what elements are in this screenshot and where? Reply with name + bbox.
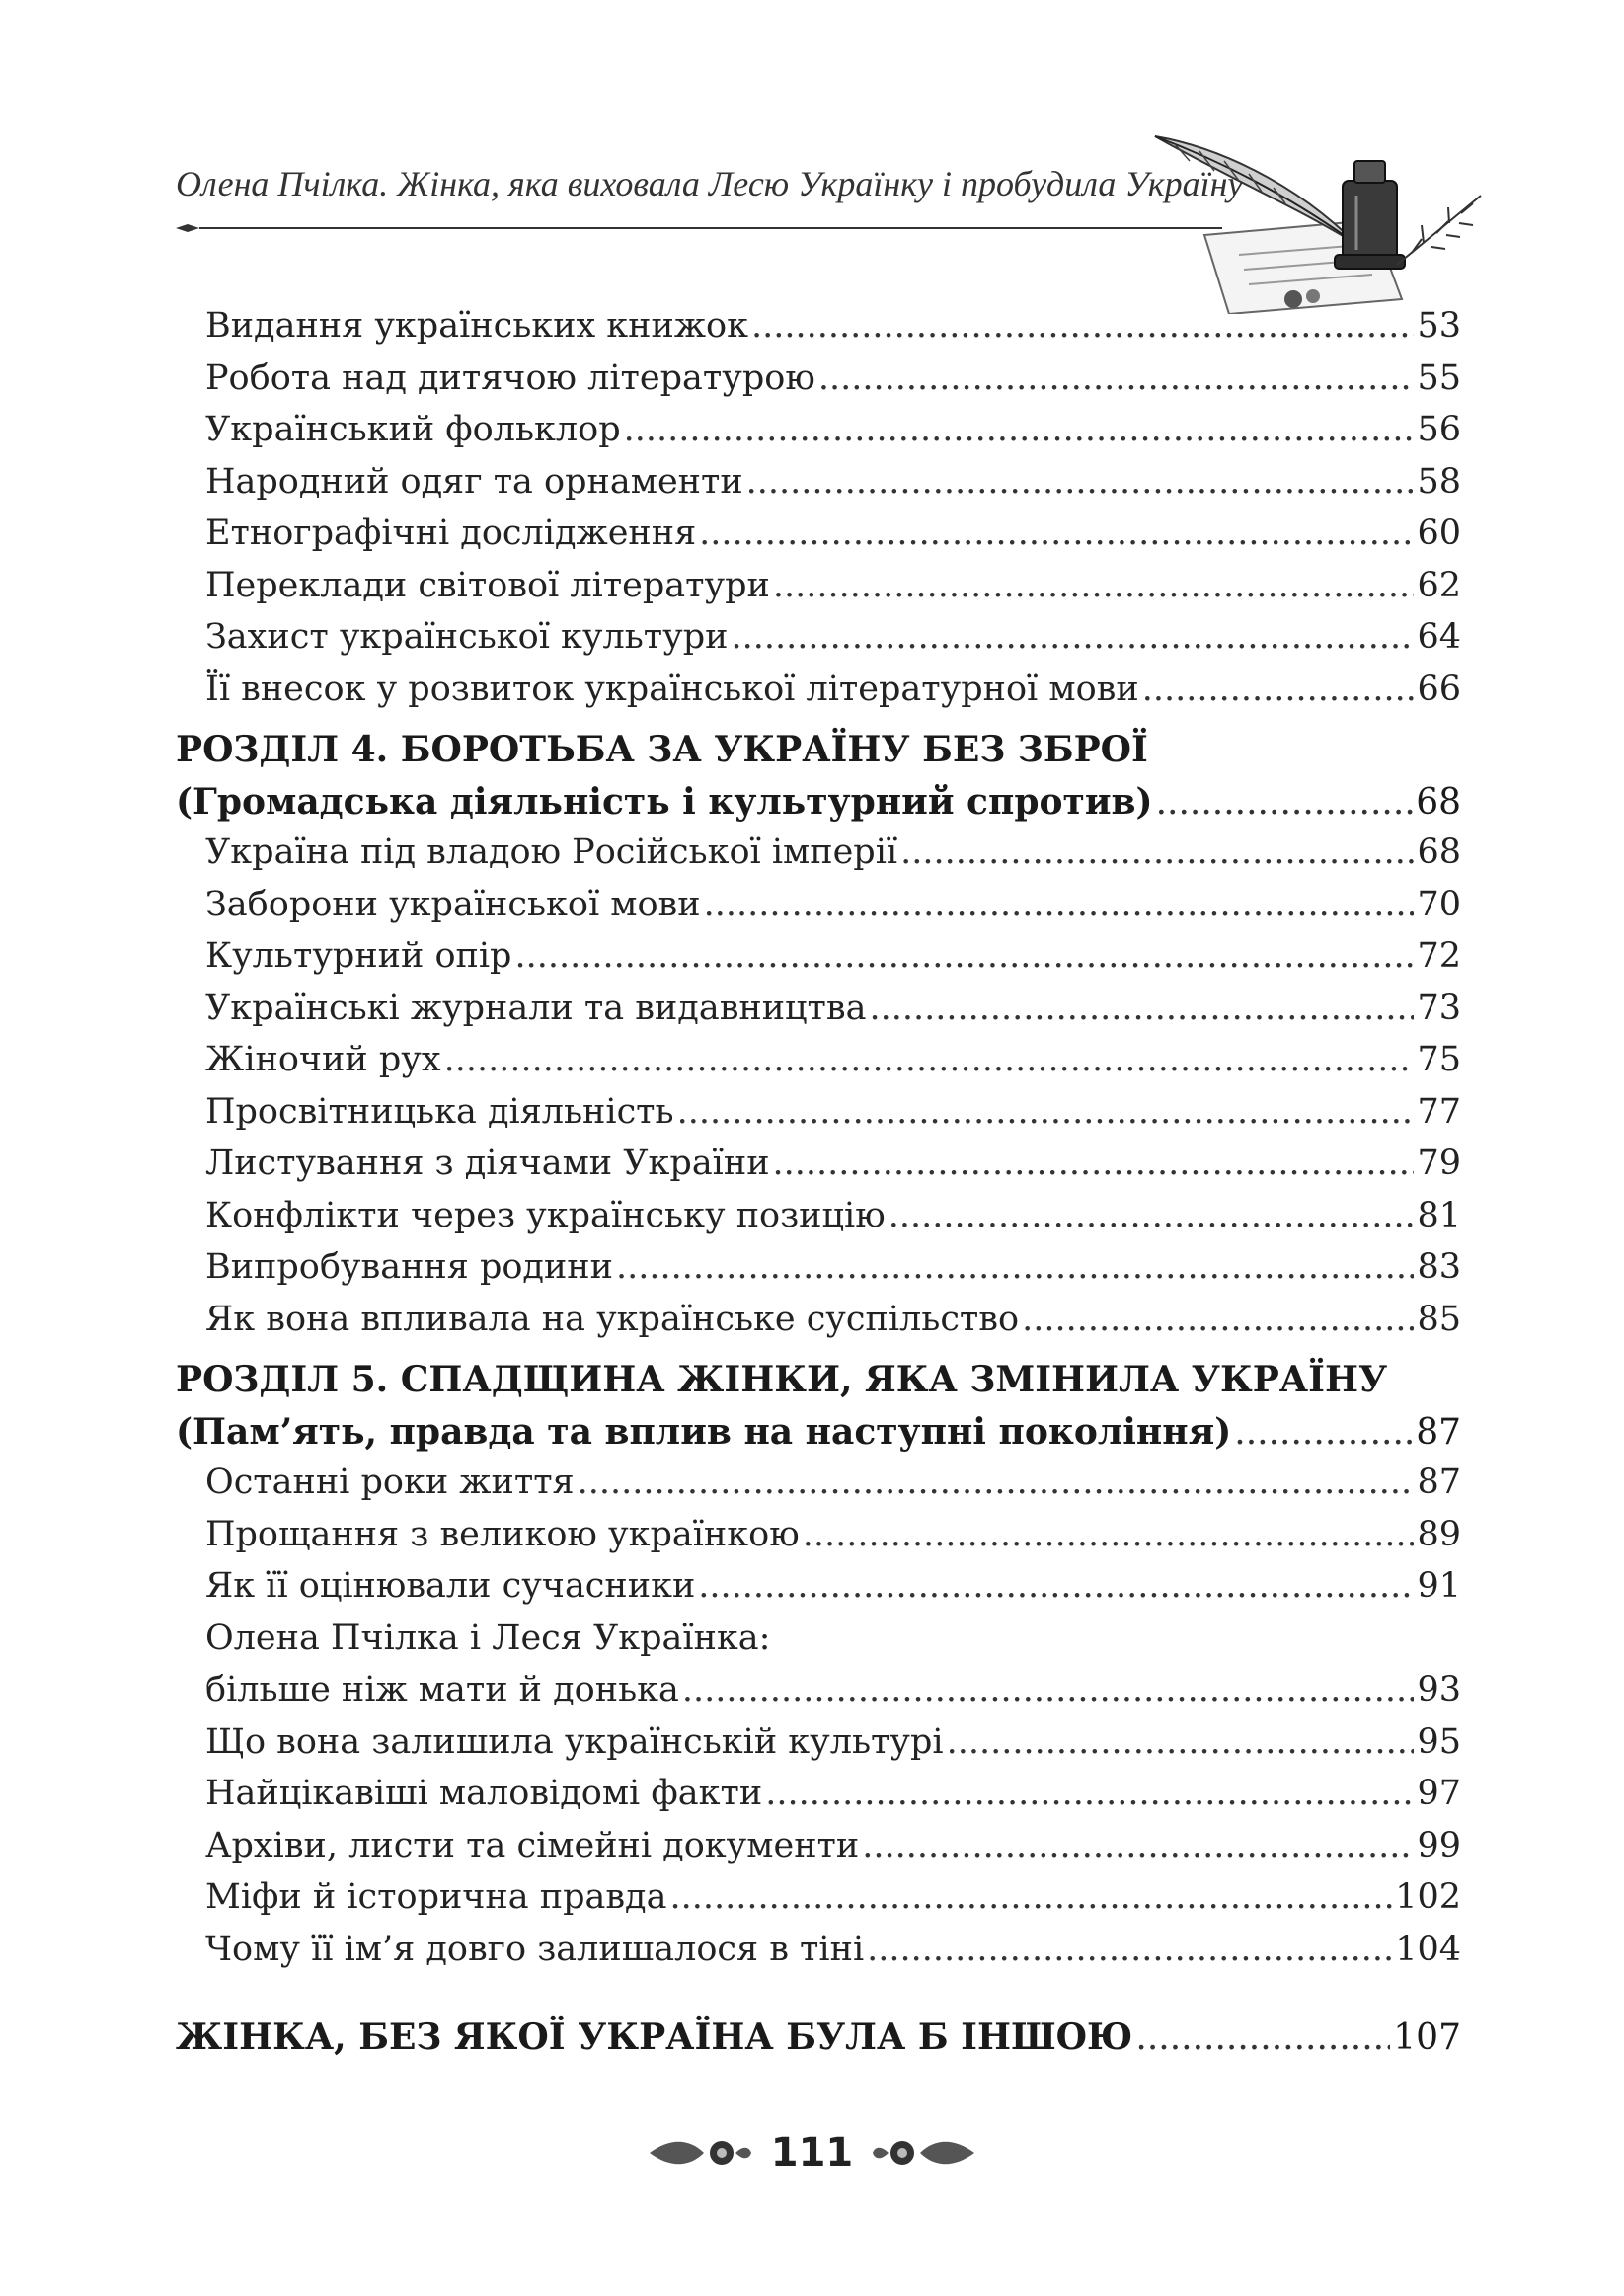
toc-entry-page: 70 bbox=[1417, 884, 1461, 924]
floral-ornament-icon bbox=[645, 2133, 753, 2173]
toc-chapter-heading bbox=[176, 1359, 1461, 1411]
toc-dot-leader bbox=[1156, 782, 1414, 823]
toc-dot-leader bbox=[751, 306, 1414, 346]
toc-entry bbox=[176, 1300, 1461, 1352]
toc-entry bbox=[176, 462, 1461, 515]
toc-dot-leader bbox=[1142, 670, 1415, 709]
toc-dot-leader bbox=[578, 1463, 1415, 1502]
toc-entry-title: Що вона залишила українській культурі bbox=[205, 1721, 944, 1762]
toc-dot-leader bbox=[900, 832, 1414, 872]
toc-entry-page: 83 bbox=[1417, 1247, 1461, 1287]
toc-entry-page: 95 bbox=[1417, 1721, 1461, 1762]
toc-entry bbox=[176, 1826, 1461, 1878]
toc-entry-title: (Пам’ять, правда та вплив на наступні покоління) bbox=[176, 1410, 1232, 1453]
toc-dot-leader bbox=[698, 1566, 1414, 1606]
toc-entry bbox=[176, 1463, 1461, 1515]
toc-dot-leader bbox=[444, 1040, 1415, 1079]
toc-entry bbox=[176, 1619, 1461, 1671]
toc-entry-page: 79 bbox=[1417, 1144, 1461, 1183]
toc-chapter-heading bbox=[176, 729, 1461, 781]
toc-dot-leader bbox=[889, 1196, 1415, 1235]
toc-entry-page: 99 bbox=[1417, 1825, 1461, 1865]
toc-entry-page: 89 bbox=[1417, 1514, 1461, 1554]
toc-entry-title: Видання українських книжок bbox=[205, 306, 748, 346]
toc-entry bbox=[176, 1722, 1461, 1775]
toc-entry bbox=[176, 1566, 1461, 1619]
toc-entry bbox=[176, 566, 1461, 618]
toc-entry bbox=[176, 514, 1461, 566]
toc-dot-leader bbox=[870, 989, 1415, 1028]
toc-entry-title: Чому її ім’я довго залишалося в тіні bbox=[205, 1929, 865, 1969]
toc-entry bbox=[176, 989, 1461, 1041]
toc-entry-title: Як вона впливала на українське суспільство bbox=[205, 1299, 1020, 1339]
toc-entry-page: 66 bbox=[1417, 669, 1461, 709]
toc-entry-title: Архіви, листи та сімейні документи bbox=[205, 1825, 860, 1865]
toc-dot-leader bbox=[1234, 1412, 1413, 1453]
toc-entry bbox=[176, 410, 1461, 462]
toc-entry-page: 56 bbox=[1417, 410, 1461, 449]
toc-entry-title: Захист української культури bbox=[205, 617, 729, 657]
toc-entry-title: Український фольклор bbox=[205, 410, 621, 449]
toc-entry-title: Прощання з великою українкою bbox=[205, 1514, 800, 1554]
toc-entry-page: 62 bbox=[1417, 565, 1461, 605]
toc-entry-title: Україна під владою Російської імперії bbox=[205, 832, 898, 872]
toc-entry-page: 93 bbox=[1417, 1670, 1461, 1709]
toc-entry bbox=[176, 2017, 1461, 2069]
toc-entry bbox=[176, 1196, 1461, 1248]
toc-entry bbox=[176, 1092, 1461, 1145]
toc-entry bbox=[176, 781, 1461, 833]
toc-dot-leader bbox=[699, 514, 1414, 553]
toc-entry bbox=[176, 936, 1461, 989]
toc-entry-page: 91 bbox=[1417, 1566, 1461, 1606]
toc-entry bbox=[176, 358, 1461, 411]
toc-entry bbox=[176, 1670, 1461, 1722]
toc-dot-leader bbox=[1022, 1300, 1414, 1339]
header-divider bbox=[176, 223, 1222, 233]
toc-entry-page: 53 bbox=[1417, 306, 1461, 346]
toc-dot-leader bbox=[616, 1247, 1414, 1287]
toc-entry-title: Останні роки життя bbox=[205, 1463, 575, 1502]
toc-dot-leader bbox=[682, 1670, 1415, 1709]
toc-entry-page: 77 bbox=[1417, 1091, 1461, 1132]
toc-entry-page: 55 bbox=[1417, 357, 1461, 398]
page-footer bbox=[0, 2113, 1624, 2192]
toc-dot-leader bbox=[746, 462, 1415, 502]
toc-dot-leader bbox=[818, 358, 1415, 398]
toc-entry-page: 102 bbox=[1395, 1877, 1461, 1917]
toc-entry-title: РОЗДІЛ 4. БОРОТЬБА ЗА УКРАЇНУ БЕЗ ЗБРОЇ bbox=[176, 729, 1148, 770]
toc-dot-leader bbox=[947, 1722, 1415, 1762]
toc-dot-leader bbox=[867, 1930, 1392, 1969]
toc-entry-page: 64 bbox=[1417, 617, 1461, 657]
toc-entry bbox=[176, 306, 1461, 358]
toc-entry-title: ЖІНКА, БЕЗ ЯКОЇ УКРАЇНА БУЛА Б ІНШОЮ bbox=[176, 2017, 1133, 2058]
toc-entry-page: 87 bbox=[1416, 1411, 1461, 1453]
toc-entry-title: Заборони української мови bbox=[205, 884, 701, 924]
toc-entry bbox=[176, 1877, 1461, 1930]
toc-entry-page: 75 bbox=[1417, 1040, 1461, 1079]
toc-entry-title: Міфи й історична правда bbox=[205, 1877, 667, 1917]
toc-dot-leader bbox=[862, 1826, 1414, 1865]
toc-entry-title: Етнографічні дослідження bbox=[205, 514, 697, 553]
toc-entry bbox=[176, 617, 1461, 670]
toc-entry-title: Робота над дитячою літературою bbox=[205, 357, 815, 398]
toc-entry-page: 97 bbox=[1417, 1774, 1461, 1813]
toc-entry-title: Жіночий рух bbox=[205, 1040, 441, 1079]
toc-entry-page: 60 bbox=[1417, 514, 1461, 553]
toc-entry-page: 72 bbox=[1417, 936, 1461, 976]
toc-entry-page: 104 bbox=[1395, 1929, 1461, 1969]
toc-entry bbox=[176, 885, 1461, 937]
toc-entry-page: 81 bbox=[1417, 1195, 1461, 1235]
toc-entry-page: 68 bbox=[1417, 832, 1461, 872]
toc-entry bbox=[176, 832, 1461, 885]
toc-dot-leader bbox=[677, 1092, 1415, 1132]
running-title: Олена Пчілка. Жінка, яка виховала Лесю Українку і пробудила Україну bbox=[176, 164, 1244, 203]
toc-entry-page: 58 bbox=[1417, 461, 1461, 502]
toc-entry-title: Конфлікти через українську позицію bbox=[205, 1195, 886, 1235]
toc-entry-page: 73 bbox=[1417, 988, 1461, 1028]
toc-entry bbox=[176, 1515, 1461, 1567]
toc-dot-leader bbox=[773, 566, 1415, 605]
toc-dot-leader bbox=[731, 617, 1414, 657]
toc-entry-page: 87 bbox=[1417, 1463, 1461, 1502]
toc-dot-leader bbox=[624, 410, 1415, 449]
toc-entry bbox=[176, 1247, 1461, 1300]
toc-entry-page: 85 bbox=[1417, 1299, 1461, 1339]
page-number: 111 bbox=[770, 2130, 854, 2176]
toc-entry-title: Народний одяг та орнаменти bbox=[205, 461, 743, 502]
toc-entry bbox=[176, 1144, 1461, 1196]
table-of-contents bbox=[176, 306, 1461, 2069]
toc-dot-leader bbox=[773, 1144, 1415, 1183]
toc-entry-title: Її внесок у розвиток української літературної мови bbox=[205, 669, 1139, 709]
toc-entry-title: Просвітницька діяльність bbox=[205, 1091, 674, 1132]
toc-entry-title: Листування з діячами України bbox=[205, 1144, 770, 1183]
toc-dot-leader bbox=[1135, 2018, 1390, 2058]
toc-entry-title: РОЗДІЛ 5. СПАДЩИНА ЖІНКИ, ЯКА ЗМІНИЛА УКРАЇНУ bbox=[176, 1359, 1388, 1400]
toc-dot-leader bbox=[514, 936, 1414, 976]
toc-entry bbox=[176, 1930, 1461, 1982]
toc-entry-page: 68 bbox=[1416, 781, 1461, 823]
toc-entry-page: 107 bbox=[1393, 2018, 1461, 2058]
toc-entry-title: (Громадська діяльність і культурний спротив) bbox=[176, 780, 1153, 823]
floral-ornament-icon bbox=[871, 2133, 979, 2173]
toc-entry-title: Найцікавіші маловідомі факти bbox=[205, 1774, 763, 1813]
toc-entry-title: Культурний опір bbox=[205, 936, 512, 976]
quill-and-inkwell-illustration bbox=[1145, 126, 1486, 314]
toc-entry-title: більше ніж мати й донька bbox=[205, 1670, 679, 1709]
toc-entry-title: Переклади світової літератури bbox=[205, 565, 770, 605]
toc-dot-leader bbox=[765, 1774, 1414, 1813]
toc-entry bbox=[176, 1774, 1461, 1826]
toc-dot-leader bbox=[669, 1877, 1392, 1917]
toc-entry-title: Олена Пчілка і Леся Українка: bbox=[205, 1618, 771, 1658]
toc-dot-leader bbox=[704, 885, 1415, 924]
toc-entry-title: Як її оцінювали сучасники bbox=[205, 1566, 696, 1606]
toc-dot-leader bbox=[803, 1515, 1415, 1554]
toc-entry bbox=[176, 670, 1461, 722]
toc-entry-title: Випробування родини bbox=[205, 1247, 613, 1287]
toc-entry bbox=[176, 1040, 1461, 1092]
toc-entry-title: Українські журнали та видавництва bbox=[205, 988, 867, 1028]
toc-entry bbox=[176, 1411, 1461, 1464]
